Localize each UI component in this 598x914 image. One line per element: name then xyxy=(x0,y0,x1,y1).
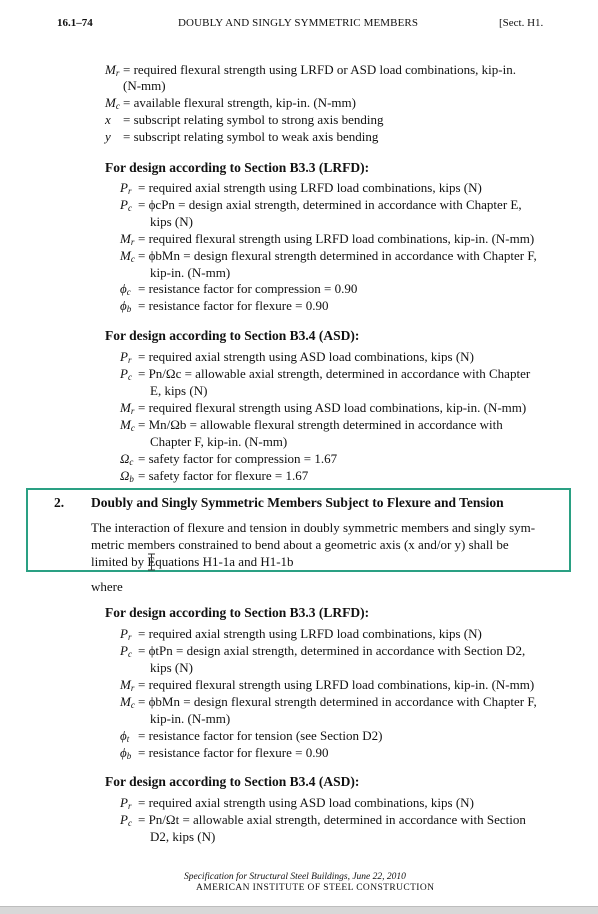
section2-para-line3: limited by Equations H1-1a and H1-1b xyxy=(91,554,294,569)
asd1-mr: $M_r$ = required flexural strength using ASD load combinations, kip-in. (N-mm) xyxy=(120,400,527,416)
def-mc-top: $M_c$ = available flexural strength, kip-in. (N-mm) xyxy=(105,95,356,111)
def-mr-top-cont: (N-mm) xyxy=(123,78,166,93)
asd1-omc: $\Omega_c$ = safety factor for compression = 1.67 xyxy=(120,451,338,467)
lrfd2-pc-cont: kips (N) xyxy=(150,660,193,675)
lrfd1-pc: $P_c = \phi cPn$ = design axial strength, determined in accordance with Chapter E, xyxy=(120,197,522,213)
lrfd1-mc: $M_c = \phi bMn$ = design flexural strength determined in accordance with Chapter F, xyxy=(120,248,537,264)
section2-para-line1: The interaction of flexure and tension in doubly symmetric members and singly sym- xyxy=(91,520,536,535)
lrfd1-phib: $\phi_b$ = resistance factor for flexure = 0.90 xyxy=(120,298,329,314)
asd1-mc-cont: Chapter F, kip-in. (N-mm) xyxy=(150,434,288,449)
asd1-omb: $\Omega_b$ = safety factor for flexure = 1.67 xyxy=(120,468,309,484)
lrfd1-mc-cont: kip-in. (N-mm) xyxy=(150,265,231,280)
asd-heading-2: For design according to Section B3.4 (ASD): xyxy=(105,774,360,789)
asd2-pc-cont: D2, kips (N) xyxy=(150,829,216,844)
lrfd2-phib: $\phi_b$ = resistance factor for flexure = 0.90 xyxy=(120,745,329,761)
lrfd1-phic: $\phi_c$ = resistance factor for compression = 0.90 xyxy=(120,281,358,297)
lrfd2-phit: $\phi_t$ = resistance factor for tension (see Section D2) xyxy=(120,728,383,744)
where-label: where xyxy=(91,579,123,594)
section2-number: 2. xyxy=(54,495,65,510)
lrfd-heading-2: For design according to Section B3.3 (LRFD): xyxy=(105,605,370,620)
asd2-pr: $P_r$ = required axial strength using ASD load combinations, kips (N) xyxy=(120,795,474,811)
asd2-pc: $P_c = Pn/\Omega t$ = allowable axial strength, determined in accordance with Section xyxy=(120,812,526,828)
asd-heading-1: For design according to Section B3.4 (ASD): xyxy=(105,328,360,343)
section2-para-line2: metric members constrained to bend about a geometric axis (x and/or y) shall be xyxy=(91,537,509,552)
def-x: x = subscript relating symbol to strong axis bending xyxy=(105,112,384,127)
asd1-pc-cont: E, kips (N) xyxy=(150,383,208,398)
asd1-pc: $P_c = Pn/\Omega c$ = allowable axial strength, determined in accordance with Chapter xyxy=(120,366,531,382)
def-y: y = subscript relating symbol to weak axis bending xyxy=(105,129,379,144)
def-mr-top: $M_r$ = required flexural strength using LRFD or ASD load combinations, kip-in. xyxy=(105,62,516,78)
lrfd2-mc: $M_c = \phi bMn$ = design flexural strength determined in accordance with Chapter F, xyxy=(120,694,537,710)
lrfd1-mr: $M_r$ = required flexural strength using LRFD load combinations, kip-in. (N-mm) xyxy=(120,231,535,247)
lrfd2-mc-cont: kip-in. (N-mm) xyxy=(150,711,231,726)
lrfd2-pr: $P_r$ = required axial strength using LRFD load combinations, kips (N) xyxy=(120,626,482,642)
page-number: 16.1–74 xyxy=(57,17,93,29)
text-cursor-icon xyxy=(147,553,156,571)
section-ref: [Sect. H1. xyxy=(499,17,544,29)
lrfd2-pc: $P_c = \phi tPn$ = design axial strength, determined in accordance with Section D2, xyxy=(120,643,526,659)
asd1-mc: $M_c = Mn/\Omega b$ = allowable flexural strength determined in accordance with xyxy=(120,417,503,433)
asd1-pr: $P_r$ = required axial strength using ASD load combinations, kips (N) xyxy=(120,349,474,365)
footer-spec-line: Specification for Structural Steel Buildings, June 22, 2010 xyxy=(184,872,406,882)
lrfd1-pr: $P_r$ = required axial strength using LRFD load combinations, kips (N) xyxy=(120,180,482,196)
lrfd1-pc-cont: kips (N) xyxy=(150,214,193,229)
running-title: DOUBLY AND SINGLY SYMMETRIC MEMBERS xyxy=(178,17,419,29)
footer-aisc-line: AMERICAN INSTITUTE OF STEEL CONSTRUCTION xyxy=(196,883,435,893)
lrfd2-mr: $M_r$ = required flexural strength using LRFD load combinations, kip-in. (N-mm) xyxy=(120,677,535,693)
section2-title: Doubly and Singly Symmetric Members Subject to Flexure and Tension xyxy=(91,495,504,510)
lrfd-heading-1: For design according to Section B3.3 (LRFD): xyxy=(105,160,370,175)
